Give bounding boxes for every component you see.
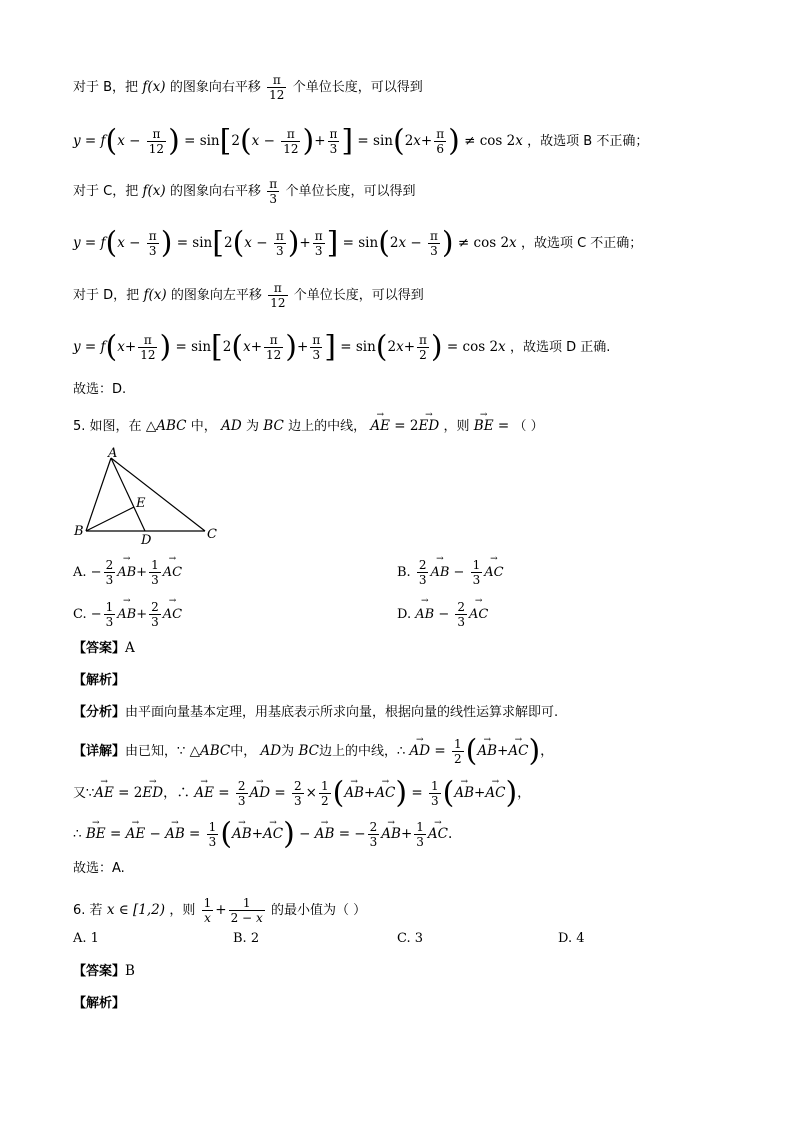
part-b-intro: 对于 B，把 f(x) 的图象向右平移 $\frac{\pi}{12}$ 个单位长度，可以得到 xyxy=(73,73,423,102)
q5-step2: 又∵→ AE = 2→ ED，∴ → AE = $\frac{2}{3}$ → AD = $\frac{2}{3}$ × $\frac{1}{2}$ (→ AB+→ AC) = $\frac{1}{3}$ (→ AB+→ AC)， xyxy=(73,779,531,808)
q5-xiangjie: 【详解】由已知，∵ △ABC中， AD为 BC边上的中线，∴ → AD = $\frac{1}{2}$ (→ AB+→ AC)， xyxy=(73,737,554,766)
part-b-formula: y = f(x − $\frac{\pi}{12}$ ) = sin[2(x − $\frac{\pi}{12}$ )+ $\frac{\pi}{3}$ ] = sin(2x+ $\frac{\pi}{6}$ ) ≠ cos 2x ，故选项 B 不正确； xyxy=(73,123,649,159)
option-d[interactable]: D. → AB − $\frac{2}{3}$ → AC xyxy=(397,600,488,629)
label-c: C xyxy=(207,527,217,542)
part-c-intro: 对于 C，把 f(x) 的图象向右平移 $\frac{\pi}{3}$ 个单位长度，可以得到 xyxy=(73,177,416,206)
option-b[interactable]: B. $\frac{2}{3}$ → AB − $\frac{1}{3}$ → AC xyxy=(397,558,504,587)
label-e: E xyxy=(136,496,146,511)
part-c-formula: y = f(x − $\frac{\pi}{3}$ ) = sin[2(x − $\frac{\pi}{3}$ )+ $\frac{\pi}{3}$ ] = sin(2x − $\frac{\pi}{3}$ ) ≠ cos 2x ，故选项 C 不正确； xyxy=(73,225,643,261)
option-c[interactable]: C. − $\frac{1}{3}$ → AB+ $\frac{2}{3}$ → AC xyxy=(73,600,182,629)
q5-fenxi: 【分析】由平面向量基本定理，用基底表示所求向量，根据向量的线性运算求解即可. xyxy=(73,705,559,720)
part-d-formula: y = f(x+ $\frac{\pi}{12}$ ) = sin[2(x+ $\frac{\pi}{12}$ )+ $\frac{\pi}{3}$ ] = sin(2x+ $\frac{\pi}{2}$ ) = cos 2x ，故选项 D 正确. xyxy=(73,329,611,365)
q6-analysis: 【解析】 xyxy=(73,996,126,1011)
q6-option-b[interactable]: B. 2 xyxy=(233,931,260,946)
label-a: A xyxy=(108,446,118,461)
q6-option-a[interactable]: A. 1 xyxy=(73,931,99,946)
label-b: B xyxy=(74,524,84,539)
part-d-intro: 对于 D，把 f(x) 的图象向左平移 $\frac{\pi}{12}$ 个单位长度，可以得到 xyxy=(73,281,424,310)
q5-answer: 【答案】A xyxy=(73,640,135,656)
q6-stem: 6. 若 x ∈ [1,2) ，则 $\frac{1}{x}$ + $\frac{1}{2 - x}$ 的最小值为（ ） xyxy=(73,896,367,925)
label-d: D xyxy=(141,533,152,546)
q6-option-d[interactable]: D. 4 xyxy=(558,931,585,946)
choice-4: 故选：D. xyxy=(73,382,127,397)
shift-fraction: $\frac{\pi}{12}$ xyxy=(269,73,285,102)
q5-stem: 5. 如图，在 △ABC 中， AD 为 BC 边上的中线， → AE = 2→ ED ，则 → BE = （ ） xyxy=(73,417,544,436)
q5-choice: 故选：A. xyxy=(73,861,125,876)
q5-analysis: 【解析】 xyxy=(73,673,126,688)
option-a[interactable]: A. − $\frac{2}{3}$ → AB+ $\frac{1}{3}$ → AC xyxy=(73,558,182,587)
q6-answer: 【答案】B xyxy=(73,963,135,979)
triangle-figure xyxy=(70,446,230,546)
q6-option-c[interactable]: C. 3 xyxy=(397,931,424,946)
q5-step3: ∴ → BE = → AE − → AB = $\frac{1}{3}$ (→ AB+→ AC) − → AB = − $\frac{2}{3}$ → AB+ $\frac{1}{3}$ → AC. xyxy=(73,820,452,849)
